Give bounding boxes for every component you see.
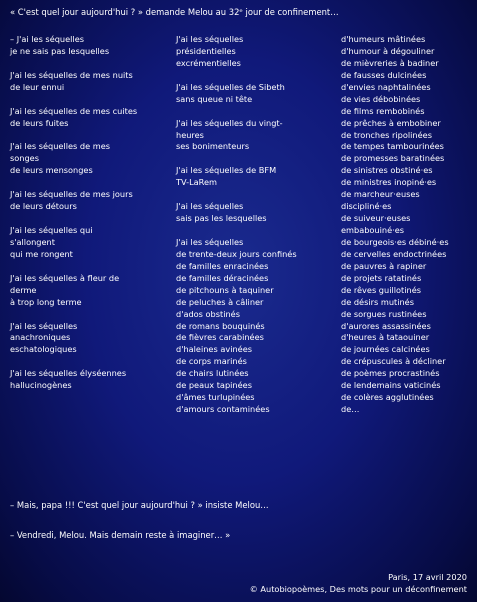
poem-line: J'ai les séquelles élyséennes [10, 368, 127, 379]
poem-line: de cervelles endoctrinées [341, 248, 447, 259]
poem-line: J'ai les séquelles à fleur de [10, 272, 120, 283]
poem-line: de projets ratatinés [341, 272, 422, 283]
poem-line: J'ai les séquelles [176, 236, 244, 247]
poem-line: de prêches à embobiner [341, 117, 441, 128]
poem-line: de lendemains vaticinés [341, 380, 441, 391]
poem-line: ses bonimenteurs [176, 141, 250, 152]
poem-line: discipliné·es [341, 201, 392, 212]
poem-line: de colères agglutinées [341, 392, 434, 403]
poem-line: de suiveur·euses [341, 213, 411, 224]
stanza-gap [10, 309, 137, 321]
poem-line: de promesses baratinées [341, 153, 445, 164]
poem-line: de leurs fuites [10, 117, 69, 128]
poem-line: à trop long terme [10, 296, 82, 307]
poem-line: d'aurores assassinées [341, 320, 431, 331]
poem-line: heures [176, 129, 204, 140]
stanza-gap [10, 58, 137, 70]
poem-line: de crépuscules à décliner [341, 356, 446, 367]
stanza-gap [10, 94, 137, 106]
poem-line: de désirs mutinés [341, 296, 414, 307]
poem-line: J'ai les séquelles [10, 320, 78, 331]
stanza-gap [10, 177, 137, 189]
stanza-gap [10, 130, 137, 142]
poem-line: de journées calcinées [341, 344, 430, 355]
poem-line: J'ai les séquelles de BFM [176, 165, 277, 176]
poem-column-1 [10, 34, 137, 392]
poem-line: je ne sais pas lesquelles [10, 45, 110, 56]
poem-line: de sinistres obstiné·es [341, 165, 433, 176]
poem-column-3 [341, 34, 449, 416]
poem-line: de poèmes procrastinés [341, 368, 440, 379]
poem-line: J'ai les séquelles de mes nuits [10, 69, 133, 80]
signature-credit: © Autobiopoèmes, Des mots pour un déconfinement [249, 584, 467, 594]
poem-line: de films rembobinés [341, 105, 425, 116]
poem-line: de trente-deux jours confinés [176, 248, 297, 259]
poem-line: d'envies naphtalinées [341, 81, 431, 92]
stanza-gap [10, 213, 137, 225]
poem-line: J'ai les séquelles [176, 201, 244, 212]
poem-line: de sorgues rustinées [341, 308, 427, 319]
poem-line: de fièvres carabinées [176, 332, 264, 343]
poem-line: d'humeurs mâtinées [341, 34, 426, 44]
poem-line: de vies débobinées [341, 93, 421, 104]
poem-line: eschatologiques [10, 344, 77, 355]
poem-line: J'ai les séquelles de Sibeth [176, 81, 285, 92]
poem-line: présidentielles [176, 45, 236, 56]
poem-line: d'heures à tataouiner [341, 332, 430, 343]
poem-line: d'ados obstinés [176, 308, 240, 319]
poem-line: de leurs détours [10, 201, 77, 212]
poem-line: de pitchouns à taquiner [176, 284, 274, 295]
poem-line: J'ai les séquelles [176, 34, 244, 44]
poem-line: J'ai les séquelles qui [10, 225, 93, 235]
poem-line: anachroniques [10, 332, 71, 343]
poem-line: de bourgeois·es débiné·es [341, 236, 449, 247]
poem-line: J'ai les séquelles du vingt- [176, 117, 283, 128]
poem-line: de peluches à câliner [176, 296, 264, 307]
poem-line: de familles déracinées [176, 272, 269, 283]
poem-line: de romans bouquinés [176, 320, 265, 331]
poem-line: s'allongent [10, 236, 55, 247]
poem-line: d'humour à dégouliner [341, 45, 435, 56]
poem-line: de tempes tambourinées [341, 141, 444, 152]
poem-line: embabouiné·es [341, 225, 405, 235]
poem-line: de… [341, 404, 360, 415]
stanza-gap [10, 356, 137, 368]
stanza-gap [176, 106, 297, 118]
poem-line: – J'ai les séquelles [10, 34, 85, 44]
poem-line: de marcheur·euses [341, 189, 420, 200]
closing-line-2: – Vendredi, Melou. Mais demain reste à imaginer… » [10, 530, 231, 540]
poem-line: d'âmes turlupinées [176, 392, 255, 403]
poem-line: sais pas les lesquelles [176, 213, 267, 224]
poem-line: J'ai les séquelles de mes [10, 141, 111, 152]
poem-line: de leur ennui [10, 81, 65, 92]
poem-line: de pauvres à rapiner [341, 260, 427, 271]
stanza-gap [176, 70, 297, 82]
poem-line: d'haleines avinées [176, 344, 253, 355]
poem-column-2 [176, 34, 297, 416]
poem-line: de mièvreries à badiner [341, 57, 439, 68]
closing-line-1: – Mais, papa !!! C'est quel jour aujourd'hui ? » insiste Melou… [10, 500, 269, 510]
poem-line: J'ai les séquelles de mes jours [10, 189, 133, 200]
signature-date: Paris, 17 avril 2020 [388, 572, 467, 582]
poem-intro: « C'est quel jour aujourd'hui ? » demande Melou au 32ᵉ jour de confinement… [10, 7, 339, 17]
stanza-gap [176, 225, 297, 237]
poem-line: de leurs mensonges [10, 165, 93, 176]
poem-line: derme [10, 284, 37, 295]
poem-line: excrémentielles [176, 57, 241, 68]
poem-line: J'ai les séquelles de mes cuites [10, 105, 138, 116]
poem-line: de rêves guillotinés [341, 284, 422, 295]
poem-line: de tronches ripolinées [341, 129, 432, 140]
poem-line: de ministres inopiné·es [341, 177, 437, 188]
poem-line: hallucinogènes [10, 380, 72, 391]
poem-line: d'amours contaminées [176, 404, 270, 415]
poem-line: qui me rongent [10, 248, 73, 259]
poem-line: de fausses dulcinées [341, 69, 427, 80]
stanza-gap [10, 261, 137, 273]
poem-line: songes [10, 153, 39, 164]
poem-line: de familles enracinées [176, 260, 269, 271]
stanza-gap [176, 189, 297, 201]
poem-line: TV-LaRem [176, 177, 217, 188]
poem-line: de peaux tapinées [176, 380, 252, 391]
stanza-gap [176, 153, 297, 165]
poem-line: de corps marinés [176, 356, 247, 367]
poem-line: de chairs lutinées [176, 368, 249, 379]
poem-line: sans queue ni tête [176, 93, 253, 104]
